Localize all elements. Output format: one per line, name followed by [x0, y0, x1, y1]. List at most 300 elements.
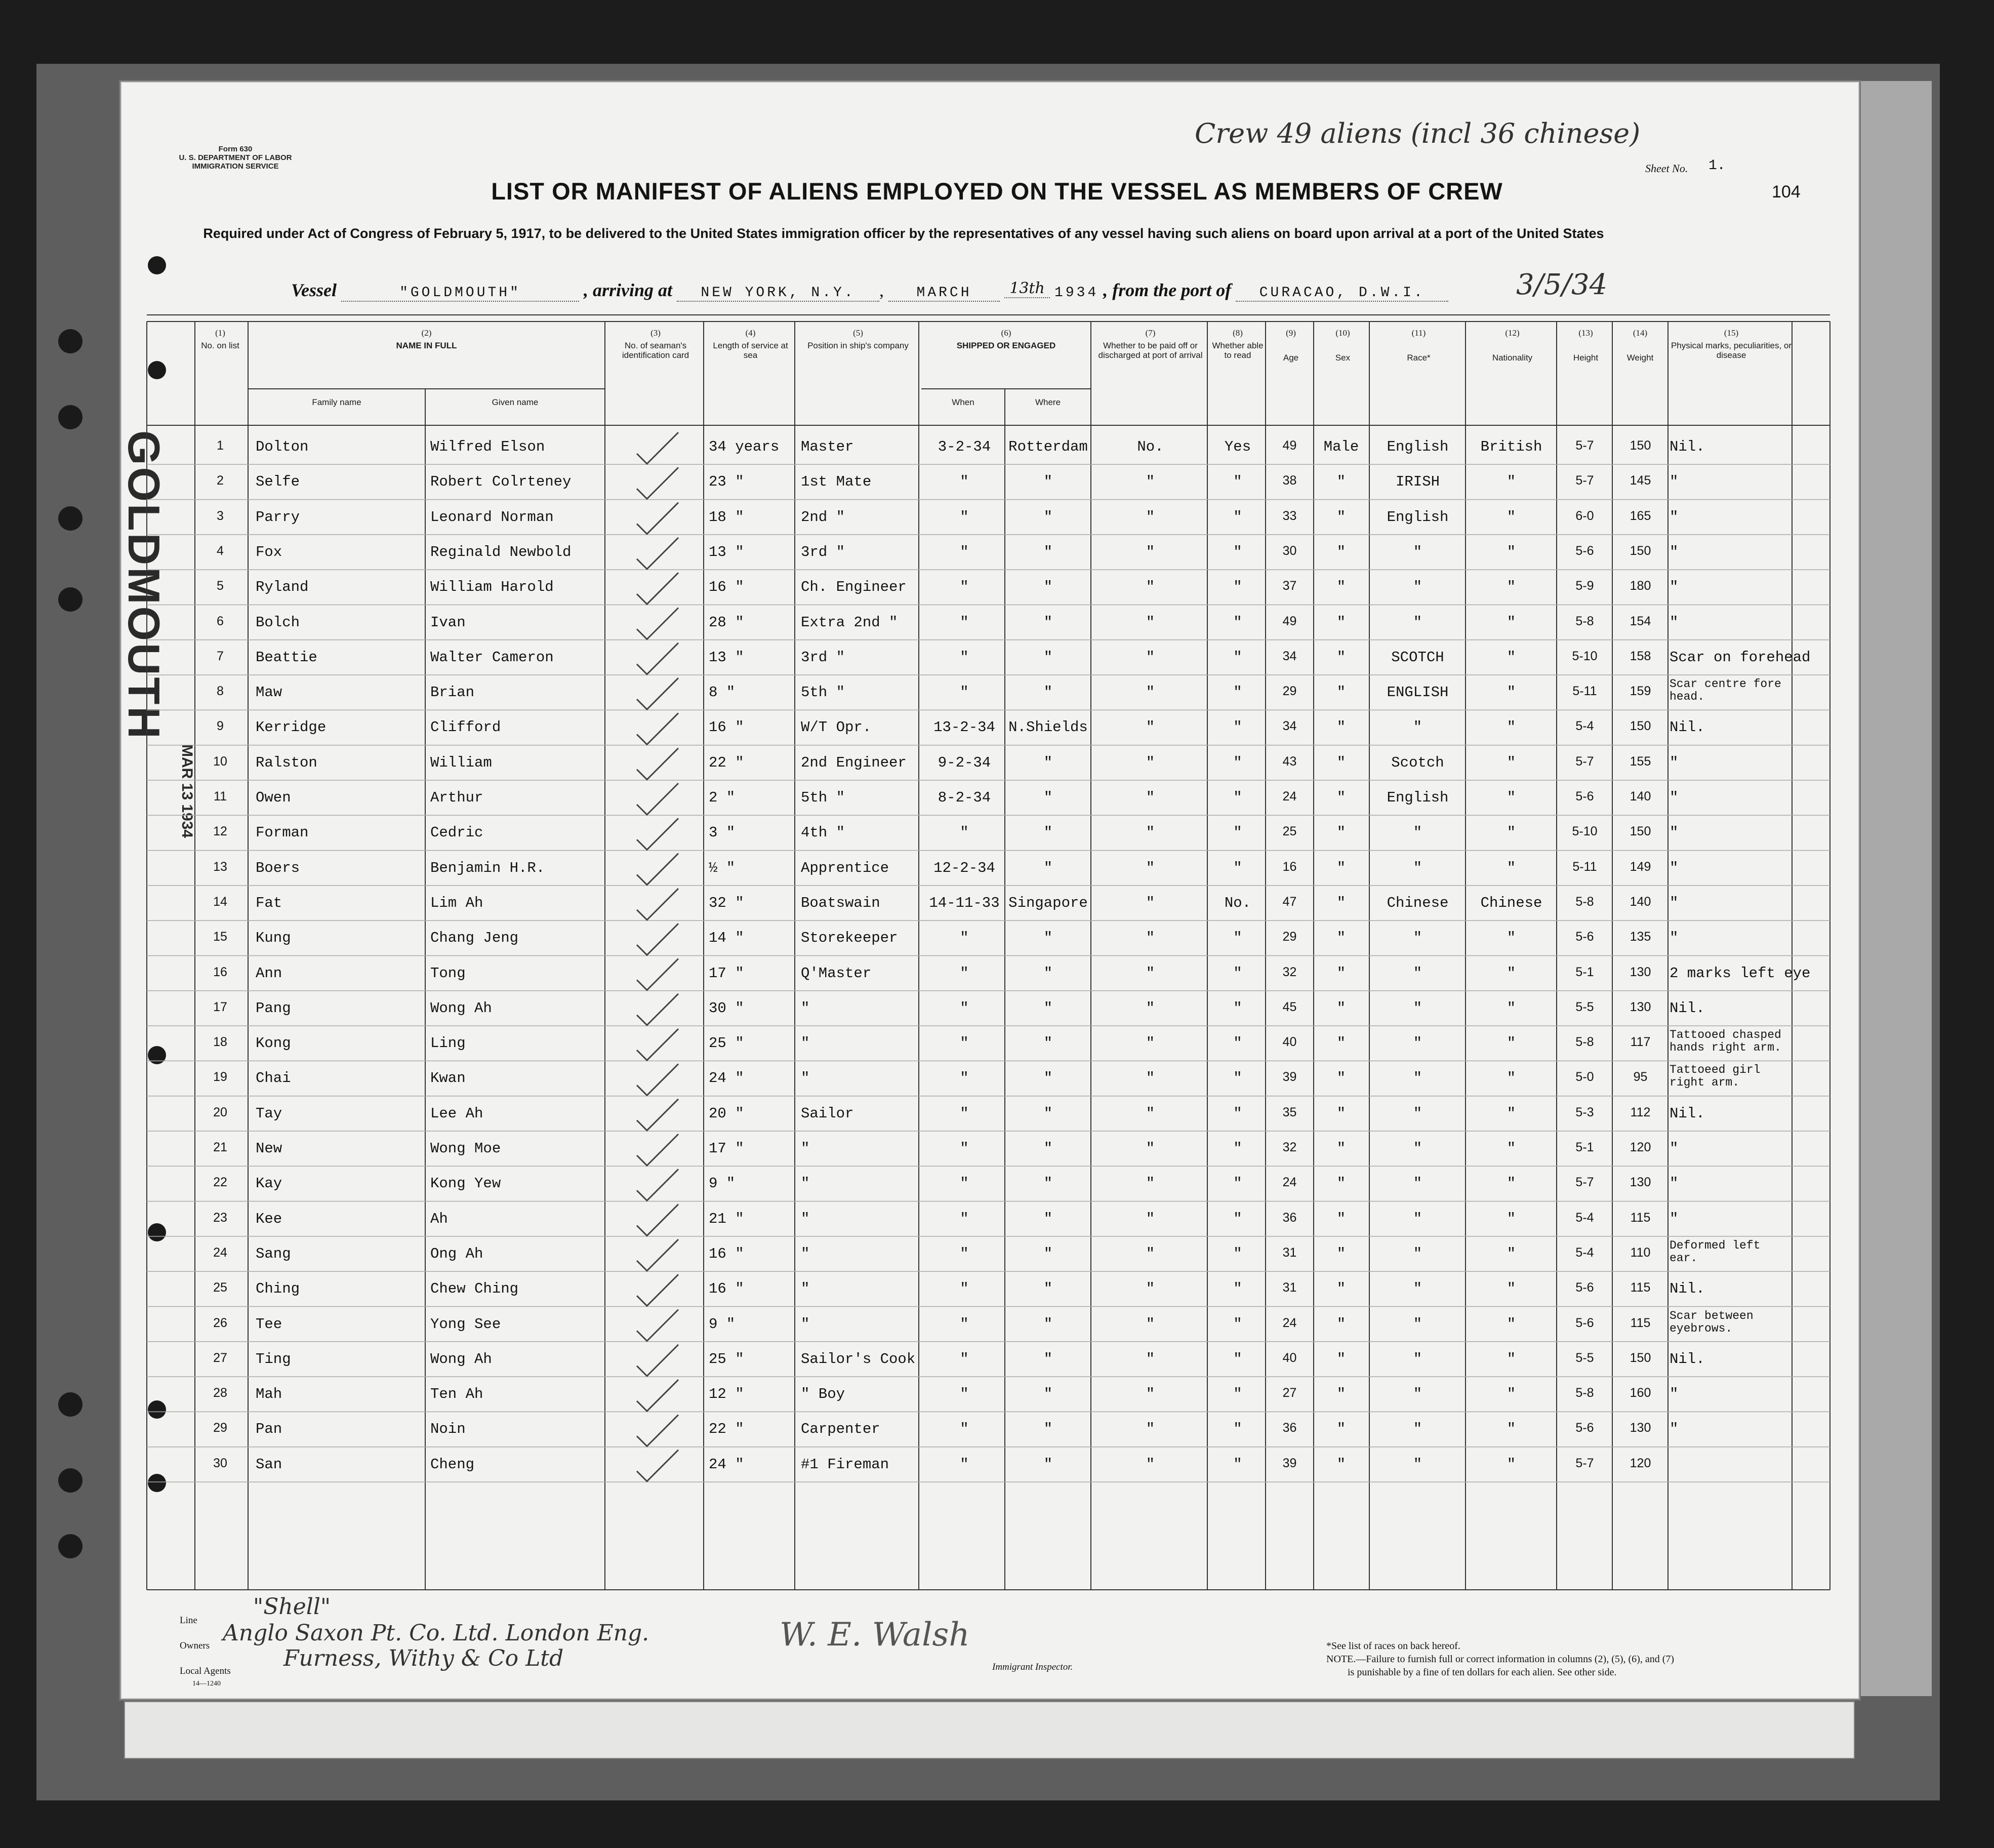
able-to-read: "	[1233, 754, 1242, 771]
check-mark	[637, 889, 678, 920]
position: 3rd "	[801, 543, 845, 560]
height: 5-4	[1575, 1210, 1594, 1225]
shipped-where: "	[1043, 1070, 1053, 1087]
row-number: 14	[213, 894, 227, 909]
length-of-service: 12 "	[709, 1386, 744, 1403]
shipped-where: "	[1043, 543, 1053, 560]
nationality: "	[1507, 1421, 1516, 1438]
position: Apprentice	[801, 859, 889, 876]
shipped-when: 13-2-34	[933, 719, 995, 736]
header-col2: (2) NAME IN FULL	[396, 328, 457, 350]
race: "	[1413, 719, 1422, 736]
arrival-month: MARCH	[888, 285, 1000, 302]
header-where: Where	[1035, 397, 1061, 407]
nationality: "	[1507, 1035, 1516, 1052]
race: "	[1413, 965, 1422, 982]
length-of-service: 34 years	[709, 438, 780, 455]
family-name: Fat	[256, 894, 282, 911]
service-name: IMMIGRATION SERVICE	[192, 162, 279, 171]
sex: "	[1336, 1315, 1346, 1333]
position: 5th "	[801, 789, 845, 806]
nationality: "	[1507, 1175, 1516, 1192]
nationality: "	[1507, 1070, 1516, 1087]
race: "	[1413, 1210, 1422, 1227]
nationality: "	[1507, 1140, 1516, 1157]
nationality: "	[1507, 789, 1516, 806]
sex: "	[1336, 1350, 1346, 1368]
check-mark	[637, 783, 678, 815]
paid-off: No.	[1137, 438, 1164, 455]
weight: 158	[1630, 649, 1651, 663]
header-col3: (3) No. of seaman's identification card	[622, 328, 689, 360]
weight: 120	[1630, 1456, 1651, 1470]
check-mark	[637, 818, 678, 850]
header-col4: (4) Length of service at sea	[713, 328, 788, 360]
length-of-service: 25 "	[709, 1350, 744, 1368]
position: Extra 2nd "	[801, 614, 898, 631]
position: Ch. Engineer	[801, 579, 907, 596]
weight: 165	[1630, 508, 1651, 523]
weight: 140	[1630, 894, 1651, 909]
length-of-service: 9 "	[709, 1175, 736, 1192]
physical-marks: Tattooed chasped hands right arm.	[1670, 1028, 1781, 1055]
shipped-where: "	[1043, 824, 1053, 841]
age: 40	[1282, 1350, 1297, 1365]
paid-off: "	[1146, 1140, 1155, 1157]
family-name: Selfe	[256, 473, 300, 491]
shipped-where: "	[1043, 684, 1053, 701]
physical-marks: "	[1670, 894, 1679, 911]
paid-off: "	[1146, 1175, 1155, 1192]
nationality: "	[1507, 684, 1516, 701]
check-mark	[637, 1450, 678, 1481]
age: 24	[1282, 1315, 1297, 1330]
paid-off: "	[1146, 614, 1155, 631]
given-name: Leonard Norman	[430, 508, 554, 526]
family-name: Tee	[256, 1315, 282, 1333]
physical-marks: "	[1670, 543, 1679, 560]
family-name: Kerridge	[256, 719, 327, 736]
check-mark	[637, 678, 678, 709]
given-name: Robert Colrteney	[430, 473, 572, 491]
age: 32	[1282, 965, 1297, 979]
shipped-where: Rotterdam	[1008, 438, 1088, 455]
form-code: 14—1240	[192, 1680, 221, 1688]
length-of-service: 24 "	[709, 1070, 744, 1087]
race: "	[1413, 614, 1422, 631]
sex: "	[1336, 1456, 1346, 1473]
given-name: Chew Ching	[430, 1280, 519, 1298]
age: 29	[1282, 930, 1297, 944]
physical-marks: "	[1670, 824, 1679, 841]
race: "	[1413, 1035, 1422, 1052]
position: "	[801, 1280, 810, 1298]
height: 5-7	[1575, 754, 1594, 769]
shipped-when: "	[960, 1386, 969, 1403]
able-to-read: "	[1233, 1175, 1242, 1192]
check-mark	[637, 1204, 678, 1236]
shipped-when: "	[960, 1315, 969, 1333]
given-name: Ong Ah	[430, 1245, 483, 1262]
shipped-when: "	[960, 1105, 969, 1122]
row-number: 21	[213, 1140, 227, 1154]
able-to-read: "	[1233, 1140, 1242, 1157]
shipped-where: "	[1043, 508, 1053, 526]
row-number: 25	[213, 1280, 227, 1295]
check-mark	[637, 1064, 678, 1095]
paid-off: "	[1146, 965, 1155, 982]
shipped-when: "	[960, 1280, 969, 1298]
header-col7: (7) Whether to be paid off or discharged at port of arrival	[1098, 328, 1203, 360]
check-mark	[637, 608, 678, 639]
length-of-service: 13 "	[709, 649, 744, 666]
position: Sailor's Cook	[801, 1350, 916, 1368]
check-mark	[637, 994, 678, 1025]
header-col6-label: SHIPPED OR ENGAGED	[956, 341, 1056, 350]
weight: 150	[1630, 1350, 1651, 1365]
shipped-where: "	[1043, 754, 1053, 771]
shipped-when: "	[960, 614, 969, 631]
nationality: "	[1507, 649, 1516, 666]
sex: "	[1336, 1035, 1346, 1052]
header-col9-label: Age	[1283, 353, 1299, 363]
shipped-where: N.Shields	[1008, 719, 1088, 736]
shipped-where: "	[1043, 579, 1053, 596]
handwritten-date: 3/5/34	[1516, 268, 1608, 301]
shipped-where: "	[1043, 614, 1053, 631]
sex: "	[1336, 754, 1346, 771]
weight: 150	[1630, 438, 1651, 453]
position: 2nd Engineer	[801, 754, 907, 771]
check-mark	[637, 467, 678, 499]
family-name: Kee	[256, 1210, 282, 1227]
race: Scotch	[1391, 754, 1444, 771]
inspector-label: Immigrant Inspector.	[992, 1662, 1073, 1672]
height: 5-4	[1575, 719, 1594, 734]
check-mark	[637, 573, 678, 604]
height: 5-10	[1572, 824, 1598, 839]
check-mark	[637, 959, 678, 990]
paid-off: "	[1146, 1245, 1155, 1262]
length-of-service: 16 "	[709, 1280, 744, 1298]
check-mark	[637, 1239, 678, 1271]
nationality: "	[1507, 1245, 1516, 1262]
position: Boatswain	[801, 894, 880, 911]
header-col13: (13) Height	[1559, 328, 1612, 363]
weight: 115	[1630, 1210, 1651, 1225]
paid-off: "	[1146, 1350, 1155, 1368]
height: 5-6	[1575, 1315, 1594, 1330]
given-name: Yong See	[430, 1315, 501, 1333]
received-date-stamp: MAR 13 1934	[179, 744, 195, 838]
row-number: 27	[213, 1350, 227, 1365]
position: 5th "	[801, 684, 845, 701]
shipped-where: "	[1043, 649, 1053, 666]
position: " Boy	[801, 1386, 845, 1403]
age: 16	[1282, 859, 1297, 874]
paid-off: "	[1146, 1456, 1155, 1473]
header-col9: (9) Age	[1268, 328, 1314, 363]
sex: "	[1336, 789, 1346, 806]
agents-label: Local Agents	[180, 1666, 231, 1676]
race: ENGLISH	[1387, 684, 1449, 701]
line-label: Line	[180, 1615, 197, 1626]
race: "	[1413, 859, 1422, 876]
weight: 180	[1630, 579, 1651, 593]
sex: "	[1336, 543, 1346, 560]
paid-off: "	[1146, 1280, 1155, 1298]
paid-off: "	[1146, 649, 1155, 666]
race: "	[1413, 1315, 1422, 1333]
family-name: Ann	[256, 965, 282, 982]
length-of-service: 16 "	[709, 579, 744, 596]
age: 31	[1282, 1280, 1297, 1295]
position: 1st Mate	[801, 473, 872, 491]
check-mark	[637, 713, 678, 744]
family-name: Pang	[256, 999, 291, 1017]
nationality: "	[1507, 1350, 1516, 1368]
check-mark	[637, 1029, 678, 1060]
age: 30	[1282, 543, 1297, 558]
able-to-read: "	[1233, 1210, 1242, 1227]
age: 25	[1282, 824, 1297, 839]
shipped-when: "	[960, 473, 969, 491]
family-name: Chai	[256, 1070, 291, 1087]
row-number: 8	[217, 684, 224, 699]
row-number: 20	[213, 1105, 227, 1119]
weight: 155	[1630, 754, 1651, 769]
row-number: 30	[213, 1456, 227, 1470]
family-name: Kay	[256, 1175, 282, 1192]
able-to-read: No.	[1224, 894, 1251, 911]
physical-marks: "	[1670, 859, 1679, 876]
physical-marks: "	[1670, 614, 1679, 631]
height: 5-6	[1575, 789, 1594, 804]
row-number: 5	[217, 579, 224, 593]
header-col2-label: NAME IN FULL	[396, 341, 457, 350]
row-number: 26	[213, 1315, 227, 1330]
check-mark	[637, 748, 678, 780]
paid-off: "	[1146, 508, 1155, 526]
arrival-year: 1934	[1054, 285, 1099, 301]
height: 5-7	[1575, 438, 1594, 453]
department-name: U. S. DEPARTMENT OF LABOR	[179, 153, 292, 162]
physical-marks: Nil.	[1670, 999, 1705, 1017]
race: "	[1413, 1350, 1422, 1368]
footer-note	[1326, 1639, 1674, 1679]
length-of-service: 21 "	[709, 1210, 744, 1227]
family-name: Fox	[256, 543, 282, 560]
height: 5-9	[1575, 579, 1594, 593]
able-to-read: "	[1233, 508, 1242, 526]
shipped-when: 8-2-34	[938, 789, 991, 806]
nationality: "	[1507, 999, 1516, 1017]
able-to-read: "	[1233, 1386, 1242, 1403]
position: Q'Master	[801, 965, 872, 982]
physical-marks: 2 marks left eye	[1670, 965, 1811, 982]
position: "	[801, 1245, 810, 1262]
able-to-read: "	[1233, 579, 1242, 596]
physical-marks: Nil.	[1670, 438, 1705, 455]
shipped-where: "	[1043, 1245, 1053, 1262]
check-mark	[637, 1274, 678, 1306]
height: 5-4	[1575, 1245, 1594, 1260]
shipped-when: "	[960, 930, 969, 947]
age: 24	[1282, 789, 1297, 804]
height: 6-0	[1575, 508, 1594, 523]
physical-marks: Tattoeed girl right arm.	[1670, 1063, 1761, 1090]
race: SCOTCH	[1391, 649, 1444, 666]
position: "	[801, 1035, 810, 1052]
physical-marks: Nil.	[1670, 1350, 1705, 1368]
header-given-name: Given name	[492, 397, 539, 407]
nationality: "	[1507, 1315, 1516, 1333]
weight: 110	[1630, 1245, 1651, 1260]
header-col6: (6) SHIPPED OR ENGAGED	[956, 328, 1056, 350]
race: Chinese	[1387, 894, 1449, 911]
height: 5-7	[1575, 1175, 1594, 1190]
age: 43	[1282, 754, 1297, 769]
sex: "	[1336, 1421, 1346, 1438]
length-of-service: 23 "	[709, 473, 744, 491]
length-of-service: 9 "	[709, 1315, 736, 1333]
age: 37	[1282, 579, 1297, 593]
length-of-service: 17 "	[709, 965, 744, 982]
height: 5-11	[1572, 684, 1597, 699]
header-col8: (8) Whether able to read	[1212, 328, 1264, 360]
shipped-when: 9-2-34	[938, 754, 991, 771]
length-of-service: 8 "	[709, 684, 736, 701]
race-note: *See list of races on back hereof.	[1326, 1640, 1460, 1652]
row-number: 23	[213, 1210, 227, 1225]
shipped-where: Singapore	[1008, 894, 1088, 911]
sex: "	[1336, 1280, 1346, 1298]
sex: "	[1336, 859, 1346, 876]
weight: 145	[1630, 473, 1651, 488]
paid-off: "	[1146, 719, 1155, 736]
weight: 160	[1630, 1386, 1651, 1400]
nationality: "	[1507, 719, 1516, 736]
shipped-where: "	[1043, 1210, 1053, 1227]
race: "	[1413, 1140, 1422, 1157]
height: 5-8	[1575, 614, 1594, 628]
header-col10-label: Sex	[1335, 353, 1351, 363]
able-to-read: "	[1233, 1350, 1242, 1368]
row-number: 16	[213, 965, 227, 979]
shipped-where: "	[1043, 965, 1053, 982]
able-to-read: "	[1233, 789, 1242, 806]
shipped-when: "	[960, 1070, 969, 1087]
given-name: Wong Moe	[430, 1140, 501, 1157]
family-name: Maw	[256, 684, 282, 701]
height: 5-5	[1575, 1350, 1594, 1365]
given-name: Wong Ah	[430, 1350, 492, 1368]
length-of-service: 28 "	[709, 614, 744, 631]
weight: 130	[1630, 1421, 1651, 1435]
able-to-read: "	[1233, 614, 1242, 631]
sex: "	[1336, 1245, 1346, 1262]
length-of-service: 13 "	[709, 543, 744, 560]
length-of-service: 32 "	[709, 894, 744, 911]
paid-off: "	[1146, 473, 1155, 491]
check-mark	[637, 432, 678, 464]
height: 5-1	[1575, 1140, 1594, 1154]
shipped-when: "	[960, 1140, 969, 1157]
shipped-when: 12-2-34	[933, 859, 995, 876]
nationality: "	[1507, 579, 1516, 596]
weight: 150	[1630, 719, 1651, 734]
shipped-where: "	[1043, 999, 1053, 1017]
check-mark	[637, 1345, 678, 1376]
age: 35	[1282, 1105, 1297, 1119]
physical-marks: "	[1670, 930, 1679, 947]
arrival-day: 13th	[1004, 279, 1050, 298]
nationality: British	[1480, 438, 1542, 455]
position: "	[801, 1210, 810, 1227]
paid-off: "	[1146, 894, 1155, 911]
family-name: Boers	[256, 859, 300, 876]
paid-off: "	[1146, 1035, 1155, 1052]
shipped-when: "	[960, 1421, 969, 1438]
shipped-where: "	[1043, 1315, 1053, 1333]
header-col14-label: Weight	[1626, 353, 1654, 363]
family-name: Beattie	[256, 649, 317, 666]
sex: "	[1336, 1105, 1346, 1122]
able-to-read: "	[1233, 473, 1242, 491]
physical-marks: Nil.	[1670, 719, 1705, 736]
race: IRISH	[1395, 473, 1440, 491]
able-to-read: "	[1233, 965, 1242, 982]
sex: "	[1336, 999, 1346, 1017]
nationality: "	[1507, 473, 1516, 491]
sex: "	[1336, 1140, 1346, 1157]
position: #1 Fireman	[801, 1456, 889, 1473]
family-name: Kung	[256, 930, 291, 947]
paid-off: "	[1146, 859, 1155, 876]
weight: 130	[1630, 1175, 1651, 1190]
vessel-line: Vessel "GOLDMOUTH" , arriving at NEW YORK, N.Y. , MARCH 13th 1934 , from the port of CURACAO, D.W.I. 3/5/34	[291, 268, 1608, 301]
able-to-read: "	[1233, 859, 1242, 876]
nationality: "	[1507, 859, 1516, 876]
given-name: Lim Ah	[430, 894, 483, 911]
paid-off: "	[1146, 754, 1155, 771]
height: 5-10	[1572, 649, 1598, 663]
position: Master	[801, 438, 854, 455]
row-number: 2	[217, 473, 224, 488]
sex: "	[1336, 614, 1346, 631]
given-name: Kwan	[430, 1070, 466, 1087]
weight: 135	[1630, 930, 1651, 944]
able-to-read: "	[1233, 930, 1242, 947]
header-col11: (11) Race*	[1372, 328, 1466, 363]
family-name: Pan	[256, 1421, 282, 1438]
row-number: 19	[213, 1070, 227, 1084]
paid-off: "	[1146, 930, 1155, 947]
shipped-when: "	[960, 508, 969, 526]
age: 39	[1282, 1456, 1297, 1470]
page-number: 104	[1772, 182, 1801, 202]
owners-value: Anglo Saxon Pt. Co. Ltd. London Eng.	[223, 1620, 649, 1646]
check-mark	[637, 643, 678, 674]
given-name: Ah	[430, 1210, 448, 1227]
sex: "	[1336, 649, 1346, 666]
length-of-service: 14 "	[709, 930, 744, 947]
nationality: "	[1507, 1210, 1516, 1227]
nationality: Chinese	[1480, 894, 1542, 911]
age: 45	[1282, 999, 1297, 1014]
able-to-read: "	[1233, 1280, 1242, 1298]
shipped-when: "	[960, 1456, 969, 1473]
